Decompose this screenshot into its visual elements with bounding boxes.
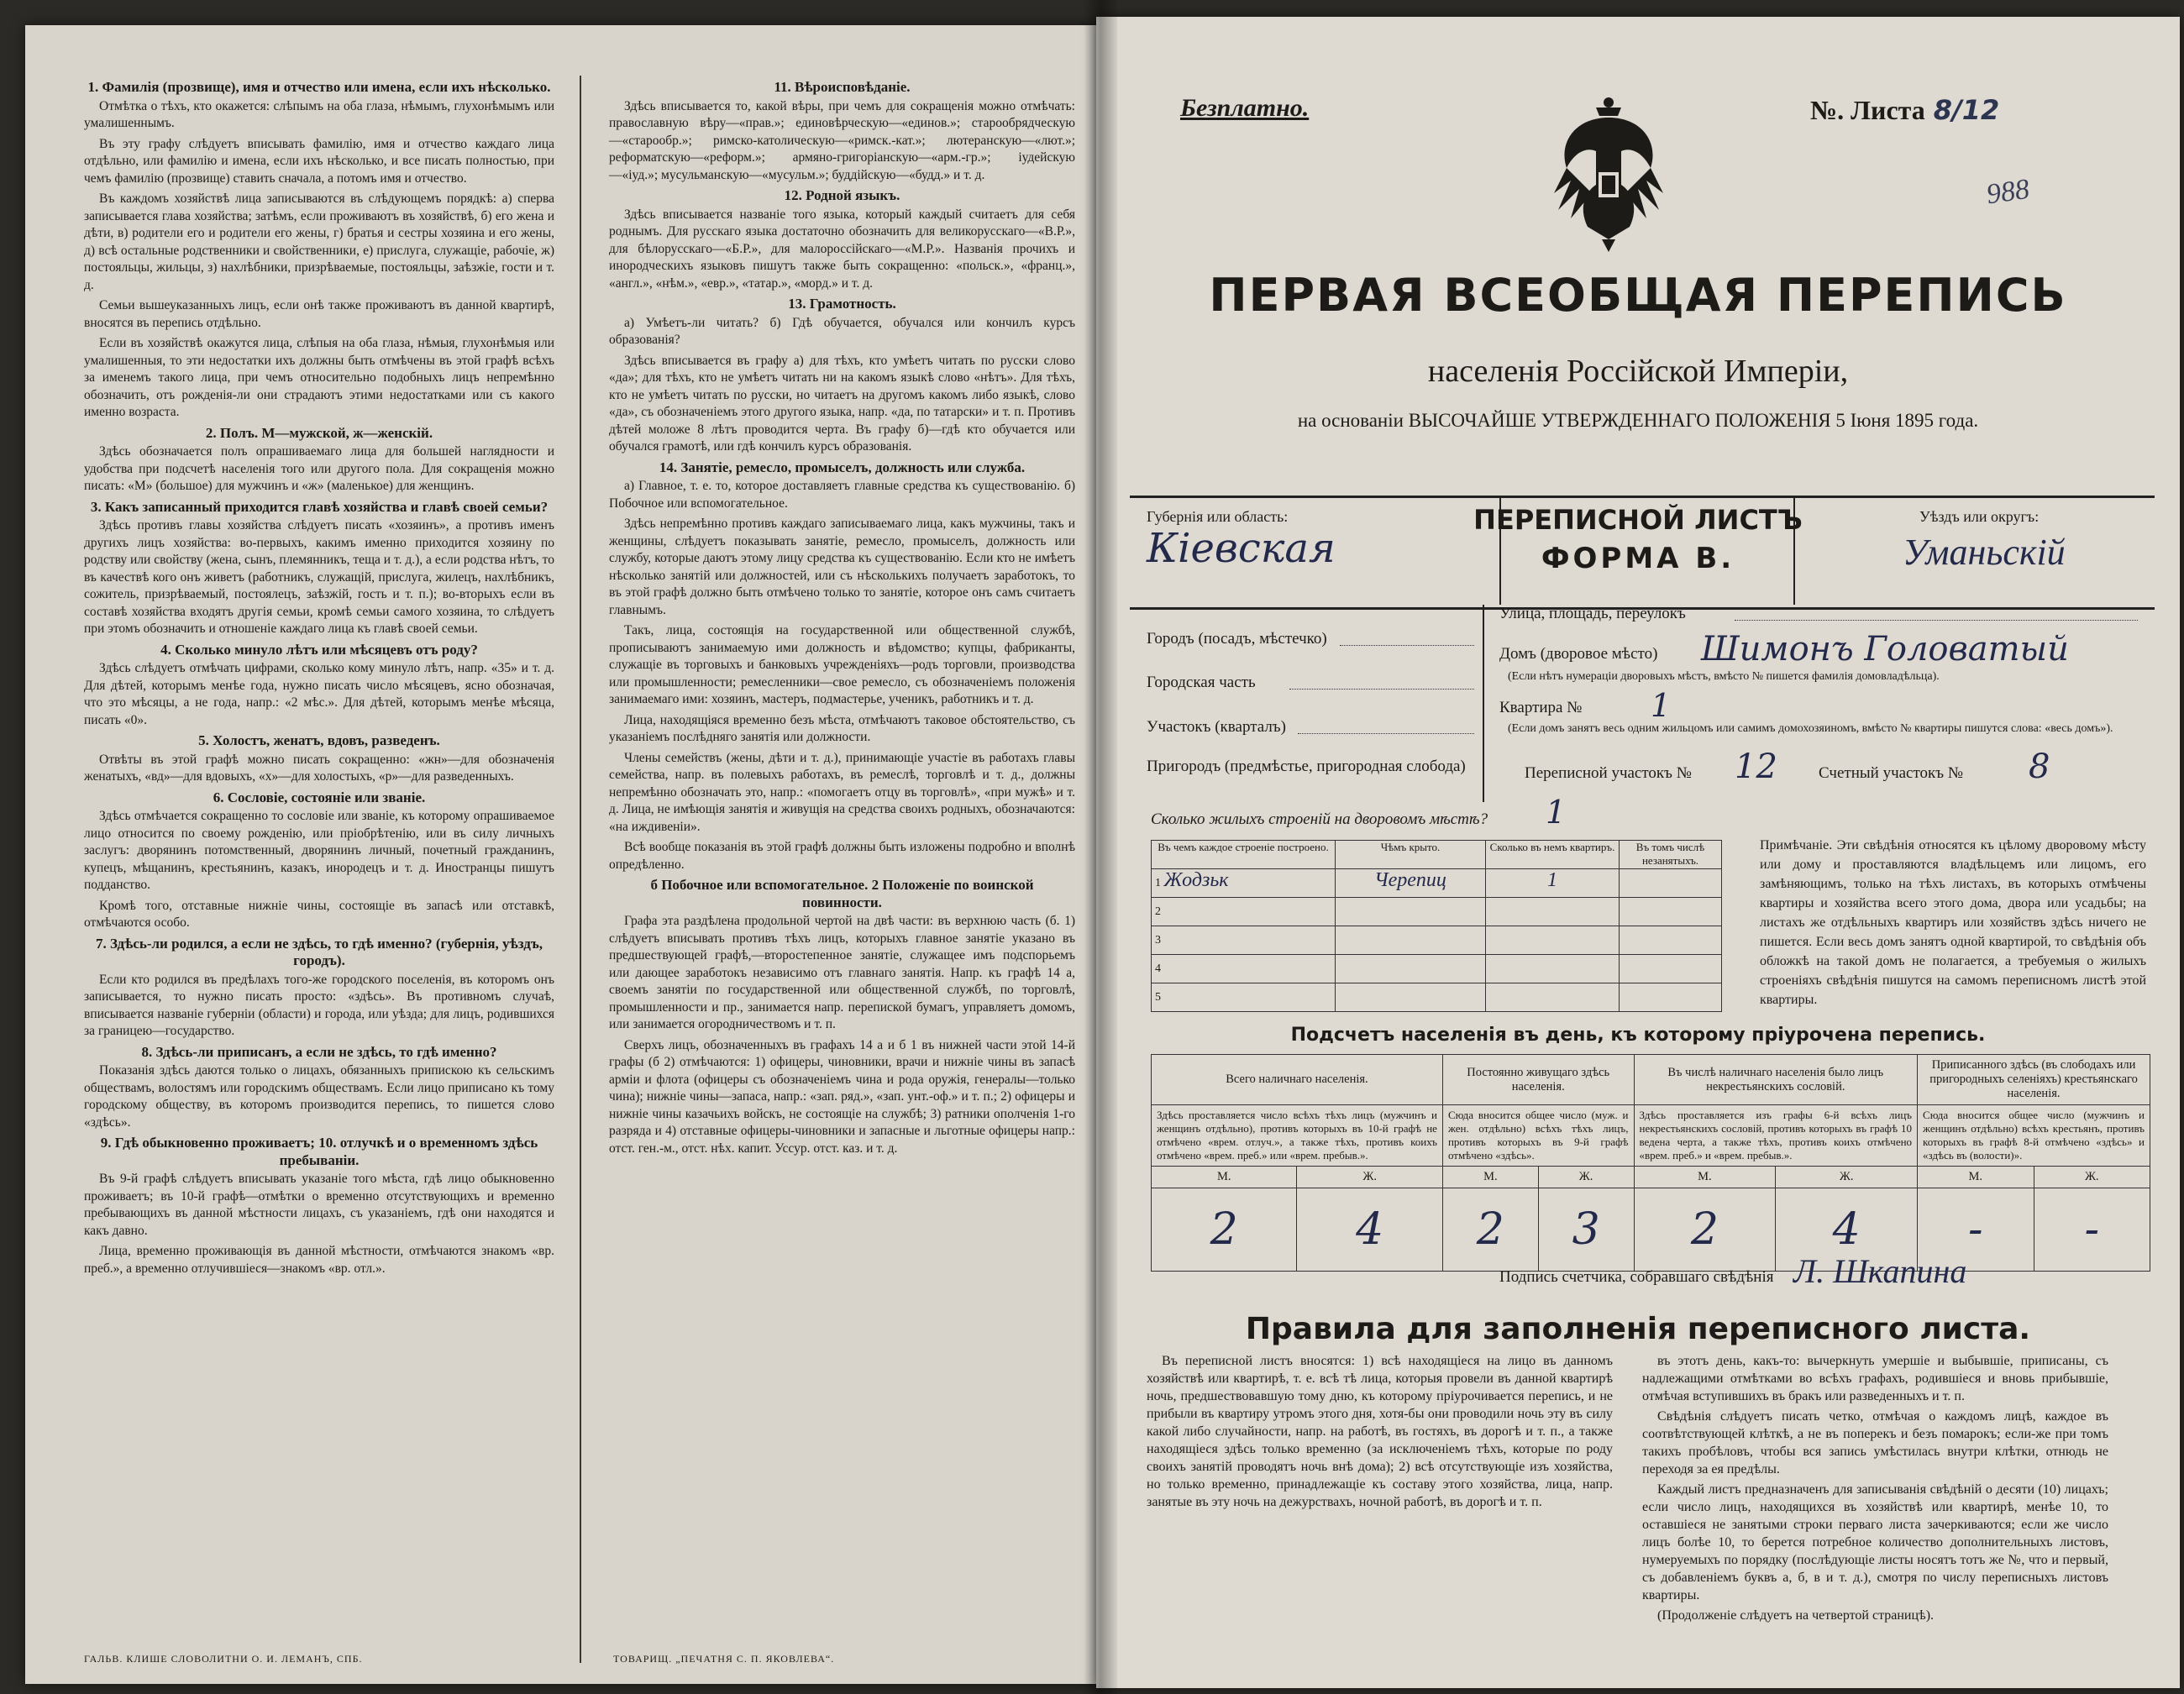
instruction-paragraph: Здѣсь отмѣчается сокращенно то сословіе или званіе, къ которому опрашиваемое лицо относится по своему рожденію, или пріобрѣтенію, или въ силу личныхъ заслугъ: дворянинъ потомственный, дворянинъ личный, почетный гражданинъ, купецъ, мѣщанинъ, крестьянинъ, казакъ, инородецъ и т. д. Иностранцы пишутъ подданство. [84, 809, 554, 892]
bld-empty-cell[interactable] [1620, 869, 1722, 898]
instruction-heading: 1. Фамилія (прозвище), имя и отчество или имена, если ихъ нѣсколько. [87, 79, 551, 95]
bld-apts-cell[interactable]: 1 [1486, 869, 1620, 898]
column-divider [580, 76, 581, 1663]
male-column-label: М. [1634, 1167, 1776, 1188]
uezd-value: Уманьскій [1903, 532, 2066, 573]
instruction-paragraph: Лица, находящіяся временно безъ мѣста, отмѣчаютъ таковое обстоятельство, съ указаніемъ послѣдняго занятія или должности. [609, 712, 1075, 744]
city-part-field[interactable] [1289, 689, 1474, 690]
gubernia-value: Кіевская [1147, 525, 1336, 572]
bld-roof-cell[interactable] [1336, 955, 1486, 983]
bld-empty-cell[interactable] [1620, 898, 1722, 926]
house-note: (Если нѣтъ нумераціи дворовыхъ мѣстъ, вмѣсто № пишется фамилія домовладѣльца). [1508, 670, 1940, 683]
instruction-paragraph: Всѣ вообще показанія въ этой графѣ должны быть изложены подробно и вполнѣ опредѣленно. [609, 840, 1075, 872]
pop-header-crest: Приписанного здѣсь (въ слободахъ или пригородныхъ селеніяхъ) крестьянскаго населенія. [1918, 1055, 2150, 1105]
bld-apts-cell[interactable] [1486, 983, 1620, 1012]
instruction-paragraph: Отмѣтка о тѣхъ, кто окажется: слѣпымъ на оба глаза, нѣмымъ, глухонѣмымъ или умалишеннымъ. [84, 98, 554, 130]
census-form-page [1096, 17, 2180, 1688]
bld-empty-cell[interactable] [1620, 983, 1722, 1012]
bld-material-cell[interactable] [1152, 926, 1336, 955]
male-column-label: М. [1152, 1167, 1297, 1188]
apartment-note: (Если домъ занятъ весь одним жильцомъ или самимъ домохозяиномъ, вмѣсто № квартиры пишутся слова: «весь домъ»). [1508, 722, 2113, 735]
district-label: Участокъ (кварталъ) [1147, 718, 1286, 736]
building-row [1152, 926, 1722, 955]
apartment-label: Квартира № [1499, 699, 1583, 716]
rules-paragraph: въ этотъ день, какъ-то: вычеркнуть умершіе и выбывшіе, приписаны, съ надлежащими отмѣтками во всѣхъ графахъ, родившіеся и вновь прибывшіе, отмѣчая вступившихъ въ бракъ или разведенныхъ и т. п. [1642, 1354, 2108, 1403]
suburb-label: Пригородъ (предмѣстье, пригородная слобода) [1147, 758, 1466, 775]
free-label: Безплатно. [1180, 94, 1310, 122]
instructions-column-2 [609, 76, 1075, 1161]
signature-label: Подпись счетчика, собравшаго свѣдѣнія [1499, 1268, 1774, 1286]
margin-handwritten-number: 988 [1984, 173, 2032, 211]
population-count-cell[interactable]: 4 [1297, 1188, 1442, 1272]
female-column-label: Ж. [1776, 1167, 1918, 1188]
bld-material-cell[interactable] [1152, 955, 1336, 983]
count-district-label: Счетный участокъ № [1819, 764, 1963, 782]
district-field[interactable] [1298, 733, 1474, 734]
bld-roof-cell[interactable] [1336, 898, 1486, 926]
street-field[interactable] [1735, 620, 2138, 621]
footer-left: ГАЛЬВ. КЛИШЕ СЛОВОЛИТНИ О. И. ЛЕМАНЪ, СПБ. [84, 1653, 363, 1665]
bld-material-cell[interactable] [1152, 869, 1336, 898]
instruction-heading: 4. Сколько минуло лѣтъ или мѣсяцевъ отъ роду? [160, 641, 478, 658]
city-part-label: Городская часть [1147, 674, 1256, 691]
instruction-paragraph: Сверхъ лицъ, обозначенныхъ въ графахъ 14 а и б 1 въ нижней части этой 14-й графы (б 2) отмѣчаются: 1) офицеры, чиновники, врачи и нижніе чины въ запасѣ арміи и флота (офицеры съ обозначеніемъ чина и рода оружія, генералы—только чина); нижніе чины—запаса, напр.: «зап. ряд.», «зап. унт.-оф.» и т. п.; 2) офицеры и нижніе чины казачьихъ войскъ, не состоящіе на службѣ; 3) ратники ополченія 1-го разряда и 4) отставные офицеры-чиновники и запасные и льготные офицеры напр.: отст. ген.-м., отст. нѣх. капит. Уссур. отст. каз. и т. д. [609, 1037, 1075, 1156]
population-count-title: Подсчетъ населенія въ день, къ которому пріурочена перепись. [1290, 1025, 1986, 1046]
instruction-heading: 5. Холостъ, женатъ, вдовъ, разведенъ. [198, 732, 440, 748]
instruction-heading: 2. Полъ. М—мужской, ж—женскій. [205, 424, 433, 441]
footer-right: ТОВАРИЩ. „ПЕЧАТНЯ С. П. ЯКОВЛЕВА“. [613, 1653, 835, 1665]
instruction-paragraph: Въ эту графу слѣдуетъ вписывать фамилію, имя и отчество каждаго лица отдѣльно, или фамилію и имена, если ихъ нѣсколько, и все писать полностью, при чемъ фамилію (прозвище) ставить сначала, а потомъ имя и отчество. [84, 136, 554, 186]
signature-value: Л. Шкапина [1793, 1252, 1967, 1290]
city-label: Городъ (посадъ, мѣстечко) [1147, 630, 1327, 648]
bld-apts-cell[interactable] [1486, 898, 1620, 926]
pop-desc-crest: Сюда вносится общее число (мужчинъ и женщинъ отдѣльно) всѣхъ крестьянъ, противъ которыхъ въ графѣ 8-й отмѣчено «здѣсь» и «здѣсь въ (волости)». [1918, 1105, 2150, 1167]
population-count-cell[interactable]: 2 [1442, 1188, 1538, 1272]
instruction-heading: 6. Сословіе, состояніе или званіе. [213, 789, 426, 805]
instruction-paragraph: а) Умѣетъ-ли читать? б) Гдѣ обучается, обучался или кончилъ курсъ образованія? [609, 315, 1075, 347]
sheet-number-label: №. Листа [1810, 95, 1925, 125]
population-count-cell[interactable]: 2 [1152, 1188, 1297, 1272]
instruction-paragraph: Кромѣ того, отставные нижніе чины, состоящіе въ запасѣ или отставкѣ, отмѣчаются особо. [84, 898, 554, 930]
row-number: 2 [1155, 905, 1161, 918]
street-label: Улица, площадь, переулокъ [1499, 605, 1686, 622]
row-number: 5 [1155, 991, 1161, 1004]
population-count-cell[interactable]: - [1918, 1188, 2034, 1272]
instruction-heading: 9. Гдѣ обыкновенно проживаетъ; 10. отлучкѣ и о временномъ здѣсь пребываніи. [100, 1135, 538, 1168]
bld-header-empty: Въ томъ числѣ незанятыхъ. [1620, 841, 1722, 869]
instruction-paragraph: а) Главное, т. е. то, которое доставляетъ главные средства къ существованію. б) Побочное или вспомогательное. [609, 479, 1075, 511]
sheet-number-value: 8/12 [1933, 94, 2000, 126]
address-divider [1483, 605, 1484, 802]
bld-material-value: Жодзьк [1163, 869, 1229, 891]
instruction-paragraph: Лица, временно проживающія въ данной мѣстности, отмѣчаются знакомъ «вр. преб.», а временно отлучившіеся—знакомъ «вр. отл.». [84, 1244, 554, 1276]
pop-header-noncrest: Въ числѣ наличнаго населенія было лицъ некрестьянскихъ сословій. [1634, 1055, 1918, 1105]
rules-paragraph: Каждый листъ предназначенъ для записыванія свѣдѣній о десяти (10) лицахъ; если число лицъ, находящихся въ хозяйствѣ или квартирѣ, менѣе 10, то оставшіеся не занятыми строки перваго листа зачеркиваются; если же число лицъ болѣе 10, то берется потребное количество дополнительныхъ листовъ, нумеруемыхъ по порядку (послѣдующіе листы носятъ тотъ же №, что и первый, съ добавленіемъ буквъ а, б, в и т. д.), смотря по числу переписныхъ листовъ квартиры. [1642, 1482, 2108, 1602]
pop-desc-permanent: Сюда вносится общее число (муж. и жен. отдѣльно) всѣхъ тѣхъ лицъ, противъ которыхъ въ 9-й графѣ отмѣчено «здѣсь». [1442, 1105, 1634, 1167]
male-column-label: М. [1918, 1167, 2034, 1188]
gubernia-label: Губернія или область: [1147, 508, 1289, 525]
instruction-heading: 3. Какъ записанный приходится главѣ хозяйства и главѣ своей семьи? [90, 498, 549, 515]
instruction-paragraph: Если кто родился въ предѣлахъ того-же городского поселенія, въ которомъ онъ записывается, то нужно писать просто: «здѣсь». Въ противномъ случаѣ, вписывается названіе губерніи (области) и города, или уѣзда; для лицъ, родившихся за границею—государство. [84, 972, 554, 1038]
row-number: 3 [1155, 934, 1161, 947]
population-count-cell[interactable]: 4 [1776, 1188, 1918, 1272]
building-row [1152, 955, 1722, 983]
bld-roof-cell[interactable] [1336, 983, 1486, 1012]
row-number: 1 [1155, 877, 1164, 889]
rules-paragraph: Въ переписной листъ вносятся: 1) всѣ находящіеся на лицо въ данномъ хозяйствѣ или квартирѣ, т. е. всѣ тѣ лица, которыя провели въ данной квартирѣ ночь, предшествовавшую тому дню, къ которому пріурочивается перепись, и не прибыли въ квартиру утромъ этого дня, хотя-бы они проводили ночь эту въ силу какой либо случайности, напр. на работѣ, въ гостяхъ, въ дорогѣ и т. п., а также находящіеся здѣсь только временно (за исключеніемъ тѣхъ, которые по роду своихъ занятій проводятъ ночь внѣ дома); 2) всѣ отсутствующіе изъ хозяйства, но только временно, принадлежащіе къ составу этого хозяйства, лица, напр. занятые въ эту ночь на дежурствахъ, ночной работѣ, въ дорогѣ и т. п. [1147, 1354, 1613, 1509]
instruction-heading: б Побочное или вспомогательное. 2 Положеніе по воинской повинности. [650, 877, 1034, 910]
bld-header-apts: Сколько въ немъ квартиръ. [1486, 841, 1620, 869]
bld-empty-cell[interactable] [1620, 955, 1722, 983]
population-count-table [1151, 1054, 2150, 1272]
left-page-instructions [25, 25, 1100, 1684]
instruction-paragraph: Здѣсь непремѣнно противъ каждаго записываемаго лица, какъ мужчины, такъ и женщины, слѣдуетъ показывать занятіе, ремесло, промыселъ, должность или службу, которые даютъ этому лицу средства къ существованію. Если кто не имѣетъ нѣсколько занятій или должностей, или съ нѣсколькихъ получаетъ заработокъ, то въ этой графѣ должно быть отмѣчено только то занятіе, которое онъ самъ считаетъ главнымъ. [609, 517, 1075, 617]
building-row [1152, 898, 1722, 926]
subtitle: населенія Россійской Имперіи, [1427, 354, 1849, 389]
census-district-value: 12 [1735, 747, 1777, 786]
building-row [1152, 983, 1722, 1012]
rules-column-1 [1147, 1352, 1613, 1513]
count-district-value: 8 [2029, 747, 2050, 786]
bld-header-material: Въ чемъ каждое строеніе построено. [1152, 841, 1336, 869]
instruction-paragraph: Здѣсь вписывается то, какой вѣры, при чемъ для сокращенія можно отмѣчать: православную вѣру—«прав.»; единовѣрческую—«единов.»; старообрядческую—«старообр.»; римско-католическую—«римск.-кат.»; лютеранскую—«лют.»; реформатскую—«реформ.»; армяно-григоріанскую—«арм.-гр.»; іудейскую—«іуд.»; мусульманскую—«мусульм.»; буддійскую—«будд.» и т. д. [609, 98, 1075, 182]
instructions-column-1 [84, 76, 554, 1281]
instruction-paragraph: Семьи вышеуказанныхъ лицъ, если онѣ также проживаютъ въ данной квартирѣ, вносятся въ перепись отдѣльно. [84, 298, 554, 330]
uezd-label: Уѣздъ или округъ: [1919, 508, 2040, 525]
bld-empty-cell[interactable] [1620, 926, 1722, 955]
population-count-cell[interactable]: - [2034, 1188, 2150, 1272]
buildings-count-label: Сколько жилыхъ строеній на дворовомъ мѣстѣ? [1151, 810, 1488, 828]
census-list-title: ПЕРЕПИСНОЙ ЛИСТЪ [1473, 504, 1803, 536]
book-fold-shadow [1084, 0, 1117, 1694]
census-district-label: Переписной участокъ № [1525, 764, 1692, 782]
instruction-heading: 8. Здѣсь-ли приписанъ, а если не здѣсь, то гдѣ именно? [141, 1043, 497, 1060]
buildings-table [1151, 840, 1722, 1012]
rules-title: Правила для заполненія переписного листа. [1245, 1312, 2031, 1346]
pop-header-permanent: Постоянно живущаго здѣсь населенія. [1442, 1055, 1634, 1105]
instruction-heading: 11. Вѣроисповѣданіе. [774, 79, 911, 95]
main-title: ПЕРВАЯ ВСЕОБЩАЯ ПЕРЕПИСЬ [1209, 269, 2067, 322]
population-count-cell[interactable]: 3 [1538, 1188, 1634, 1272]
sheet-number [1810, 94, 1999, 126]
instruction-paragraph: Здѣсь вписывается въ графу а) для тѣхъ, кто умѣетъ читать по русски слово «да»; для тѣхъ, кто не умѣетъ читать ни на какомъ языкѣ слово «нѣтъ». Для тѣхъ, кто не умѣетъ читать по русски, но читаетъ на другомъ какомъ либо языкѣ, слово «да», съ обозначеніемъ этого другого языка, напр. «да, по татарски» и т. п. Противъ дѣтей моложе 8 лѣтъ проводится черта. Въ графу б)—гдѣ кто обучается или обучался грамотѣ, или гдѣ кончилъ курсъ образованія. [609, 353, 1075, 454]
instruction-paragraph: Такъ, лица, состоящія на государственной или общественной службѣ, прописываютъ занимаемую ими должность и вѣдомство; купцы, фабриканты, служащіе въ торговыхъ и банковыхъ учрежденіяхъ—родъ торговли, производства или промышленности; ремесленники—свое ремесло, съ обозначеніемъ положенія занимаемаго ими: хозяинъ, мастеръ, подмастерье, ученикъ, работникъ и т. д. [609, 623, 1075, 706]
house-label: Домъ (дворовое мѣсто) [1499, 645, 1658, 663]
female-column-label: Ж. [2034, 1167, 2150, 1188]
female-column-label: Ж. [1538, 1167, 1634, 1188]
instruction-paragraph: Члены семействъ (жены, дѣти и т. д.), принимающіе участіе въ работахъ главы семейства, напр. въ полевыхъ работахъ, въ ремеслѣ, торговлѣ и т. д., должны непремѣнно обозначать это, напр.: «помогаетъ отцу въ торговлѣ», «при мужѣ» и т. д. Лица, не имѣющія занятія и живущія на средства своихъ родныхъ, обозначаются: «на иждивеніи». [609, 750, 1075, 834]
instruction-paragraph: Если въ хозяйствѣ окажутся лица, слѣпыя на оба глаза, нѣмыя, глухонѣмыя или умалишенныя, то эти недостатки ихъ должны быть отмѣчены въ этой графѣ всѣхъ за именемъ такого лица, при чемъ относительно подобныхъ лицъ непремѣнно обозначить, отъ рожденія-ли они страдаютъ этими недостатками или съ какого именно возраста. [84, 336, 554, 419]
bld-apts-cell[interactable] [1486, 955, 1620, 983]
instruction-paragraph: Здѣсь обозначается полъ опрашиваемаго лица для большей наглядности и удобства при подсчетѣ населенія того или другого пола. Для сокращенія можно писать: «М» (большое) для мужчинъ и «ж» (маленькое) для женщинъ. [84, 444, 554, 493]
bld-material-cell[interactable] [1152, 898, 1336, 926]
bld-roof-cell[interactable]: Черепиц [1336, 869, 1486, 898]
buildings-note: Примѣчаніе. Эти свѣдѣнія относятся къ цѣлому дворовому мѣсту или дому и проставляются владѣльцемъ или лицомъ, его замѣняющимъ, только на тѣхъ листахъ, въ которыхъ отмѣчены квартиры и хозяйства всего этого дома, двора или усадьбы; на листахъ же отдѣльныхъ квартиръ или хозяйствъ здѣсь ничего не пишется. Если весь домъ занятъ одной квартирой, то свѣдѣнія объ обложкѣ на такой домъ не полагается, а требуемыя о жилыхъ строеніяхъ свѣдѣнія пишутся на самомъ переписномъ листѣ этой квартиры. [1760, 838, 2146, 1007]
apartment-value: 1 [1651, 687, 1672, 724]
subtitle-decree: на основаніи ВЫСОЧАЙШЕ УТВЕРЖДЕННАГО ПОЛОЖЕНІЯ 5 Іюня 1895 года. [1297, 410, 1979, 431]
instruction-paragraph: Здѣсь вписывается названіе того языка, который каждый считаетъ для себя роднымъ. Для русскаго языка достаточно обозначить для великорусскаго—«В.Р.», для бѣлорусскаго—«Б.Р.», для малороссійскаго—«М.Р.». Названія прочихъ и инородческихъ языковъ пишутъ также быть сокращенно: «польск.», «франц.», «англ.», «нѣм.», «евр.», «татар.», «морд.» и т. д. [609, 207, 1075, 291]
house-value: Шимонъ Головатый [1701, 630, 2069, 669]
instruction-heading: 12. Родной языкъ. [784, 187, 900, 203]
instruction-paragraph: Въ 9-й графѣ слѣдуетъ вписывать указаніе того мѣста, гдѣ лицо обыкновенно проживаетъ; въ 10-й графѣ—отмѣтки о временно отсутствующихъ и временно пребывающихъ въ данной мѣстности лицахъ, съ указаніемъ, гдѣ они находятся и какъ давно. [84, 1172, 554, 1238]
rules-column-2 [1642, 1352, 2108, 1627]
building-row [1152, 869, 1722, 898]
instruction-paragraph: Отвѣты въ этой графѣ можно писать сокращенно: «жн»—для обозначенія женатыхъ, «вд»—для вдовыхъ, «х»—для холостыхъ, «р»—для разведенныхъ. [84, 752, 554, 784]
instruction-paragraph: Графа эта раздѣлена продольной чертой на двѣ части: въ верхнюю часть (б. 1) слѣдуетъ вписывать противъ тѣхъ лицъ, которыхъ главное занятіе указано въ предшествующей графѣ,—второстепенное занятіе, служащее имъ подспорьемъ или дающее заработокъ независимо отъ главнаго занятія. Напр. къ графѣ 14 а, своемъ занятіи по государственной или общественной службѣ, по торговлѣ, промышленности и пр., занимается напр. перепиской бумагъ, управляетъ домомъ, или занимается огородничествомъ и т. п. [609, 914, 1075, 1031]
double-headed-eagle-emblem [1550, 92, 1667, 252]
instruction-paragraph: Здѣсь противъ главы хозяйства слѣдуетъ писать «хозяинъ», а противъ именъ другихъ лицъ хозяйства: во-первыхъ, какимъ именно приходится хозяину по родству или свойству (жена, сынъ, племянникъ, теща и т. д.), а если родства нѣтъ, то въ качествѣ кого онъ живетъ (работникъ, служащій, прислуга, жилецъ, нахлѣбникъ, сожитель, призрѣваемый, постоялецъ, заѣзжій, гость и т. п.); во-вторыхъ если въ составѣ хозяйства входятъ другія семьи, кромѣ семьи самого хозяина, то слѣдуетъ при этомъ обозначить и отношеніе каждаго лица къ главѣ своей семьи. [84, 518, 554, 636]
bld-apts-cell[interactable] [1486, 926, 1620, 955]
population-count-cell[interactable]: 2 [1634, 1188, 1776, 1272]
rules-paragraph: Свѣдѣнія слѣдуетъ писать четко, отмѣчая о каждомъ лицѣ, каждое въ соотвѣтствующей клѣткѣ, а не въ поперекъ и безъ помарокъ; если-же при томъ такихъ пробѣловъ, чтобы вся запись умѣстилась внутри клѣтки, отнюдь не переходя за ея предѣлы. [1642, 1409, 2108, 1476]
bld-roof-cell[interactable] [1336, 926, 1486, 955]
instruction-paragraph: Показанія здѣсь даются только о лицахъ, обязанныхъ припискою къ сельскимъ обществамъ, волостямъ или городскимъ обществамъ. Если лицо приписано къ тому городскому обществу, въ которомъ производится перепись, то пишется слово «здѣсь». [84, 1063, 554, 1130]
rules-paragraph: (Продолженіе слѣдуетъ на четвертой страницѣ). [1657, 1608, 1935, 1623]
pop-desc-noncrest: Здѣсь проставляется изъ графы 6-й всѣхъ лицъ некрестьянскихъ сословій, противъ которыхъ въ графѣ 10 ведена черта, а также тѣхъ, противъ коихъ отмѣчено «врем. преб.» и «врем. пребыв.». [1634, 1105, 1918, 1167]
buildings-count-value: 1 [1546, 794, 1567, 831]
bld-header-roof: Чѣмъ крыто. [1336, 841, 1486, 869]
pop-header-total: Всего наличнаго населенія. [1152, 1055, 1443, 1105]
instruction-heading: 7. Здѣсь-ли родился, а если не здѣсь, то гдѣ именно? (губернія, уѣздъ, городъ). [95, 935, 543, 968]
pop-desc-total: Здѣсь проставляется число всѣхъ тѣхъ лицъ (мужчинъ и женщинъ отдѣльно), противъ которыхъ въ 10-й графѣ не отмѣчено «врем. отлуч.», а также тѣхъ, противъ коихъ отмѣчено «врем. преб.» или «врем. пребыв.». [1152, 1105, 1443, 1167]
female-column-label: Ж. [1297, 1167, 1442, 1188]
male-column-label: М. [1442, 1167, 1538, 1188]
instruction-paragraph: Въ каждомъ хозяйствѣ лица записываются въ слѣдующемъ порядкѣ: а) сперва записывается глава хозяйства; затѣмъ, если проживаютъ въ хозяйствѣ, б) его жена и дѣти, в) родители его и родители его жены, г) братья и сестры хозяина и его жены, д) всѣ остальные родственники и свойственники, е) прислуга, служащіе, рабочіе, ж) постояльцы, жильцы, з) нахлѣбники, призрѣваемые, постояльцы, заѣзжіе, гости и т. д. [84, 191, 554, 292]
bld-material-cell[interactable] [1152, 983, 1336, 1012]
city-field[interactable] [1340, 645, 1474, 646]
instruction-heading: 14. Занятіе, ремесло, промыселъ, должность или служба. [659, 459, 1026, 475]
instruction-heading: 13. Грамотность. [788, 296, 896, 312]
census-form-type: ФОРМА В. [1541, 542, 1735, 575]
row-number: 4 [1155, 962, 1161, 975]
instruction-paragraph: Здѣсь слѣдуетъ отмѣчать цифрами, сколько кому минуло лѣтъ, напр. «35» и т. д. Для дѣтей, которымъ менѣе года, нужно писать число мѣсяцевъ, ясно обозначая, что это мѣсяцы, а не года, напр.: «2 мѣс.». Для дѣтей, которымъ менѣе мѣсяца, писать «0». [84, 661, 554, 727]
